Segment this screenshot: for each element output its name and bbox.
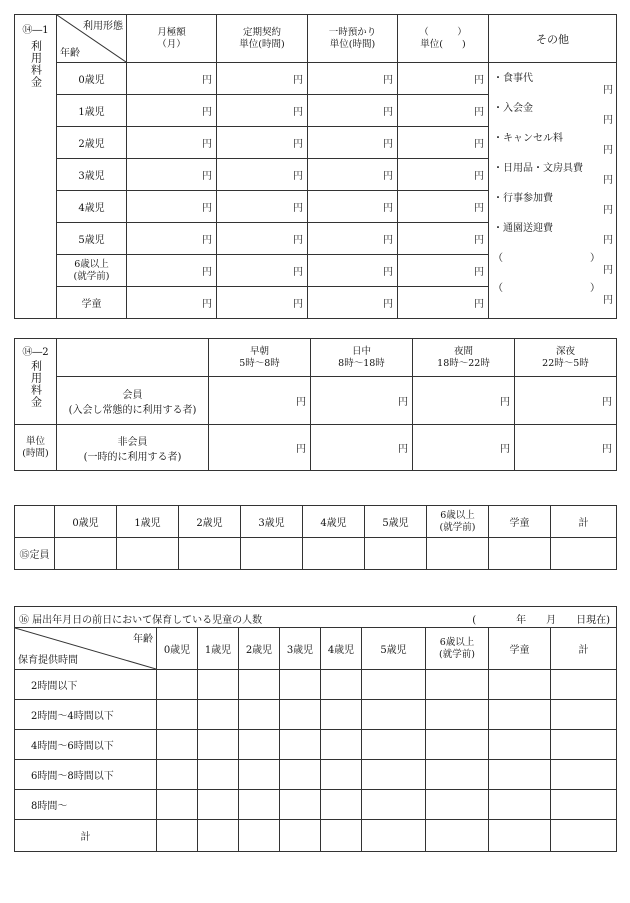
yen-cell: 円 [413, 377, 515, 425]
count-cell[interactable] [489, 730, 551, 760]
care-hours-label: 保育提供時間 [18, 655, 78, 666]
header-age: 1歳児 [198, 628, 239, 670]
count-cell[interactable] [198, 730, 239, 760]
count-title: ⑯ 届出年月日の前日において保育している児童の人数 [19, 615, 263, 626]
count-cell[interactable] [426, 700, 489, 730]
count-cell[interactable] [239, 670, 280, 700]
yen-cell: 円 [308, 223, 398, 255]
header-other: その他 [489, 15, 617, 63]
header-age: 6歳以上 (就学前) [427, 506, 489, 538]
capacity-cell[interactable] [117, 538, 179, 570]
capacity-table [14, 505, 617, 570]
children-count-table [14, 606, 617, 852]
row-label: 0歳児 [57, 63, 127, 95]
count-cell[interactable] [489, 760, 551, 790]
fee-side-label: 利用料金 [29, 360, 43, 408]
other-fee-label: ・通園送迎費 [493, 223, 553, 234]
yen-cell: 円 [308, 159, 398, 191]
table-row [15, 538, 617, 570]
count-title-row [15, 607, 617, 628]
capacity-cell[interactable] [551, 538, 617, 570]
count-cell[interactable] [239, 820, 280, 852]
header-age: 4歳児 [303, 506, 365, 538]
fee-table-1 [14, 14, 617, 319]
yen-cell: 円 [311, 377, 413, 425]
yen-cell: 円 [127, 287, 217, 319]
row-label: 6歳以上 (就学前) [57, 255, 127, 287]
count-cell[interactable] [489, 820, 551, 852]
capacity-cell[interactable] [489, 538, 551, 570]
count-cell[interactable] [157, 790, 198, 820]
yen-cell: 円 [398, 63, 489, 95]
table-row [15, 820, 617, 852]
row-label: 非会員 (一時的に利用する者) [57, 425, 209, 471]
yen-cell: 円 [217, 191, 308, 223]
count-cell[interactable] [362, 700, 426, 730]
row-label: 5歳児 [57, 223, 127, 255]
capacity-cell[interactable] [303, 538, 365, 570]
yen-cell: 円 [209, 425, 311, 471]
count-cell[interactable] [321, 730, 362, 760]
header-age: 2歳児 [239, 628, 280, 670]
yen-cell: 円 [398, 255, 489, 287]
other-fee-label: ・入会金 [493, 103, 533, 114]
row-label: 8時間～ [15, 790, 157, 820]
yen-cell: 円 [127, 223, 217, 255]
paren-close: ） [590, 283, 600, 294]
count-cell[interactable] [321, 760, 362, 790]
row-label: 1歳児 [57, 95, 127, 127]
count-cell[interactable] [362, 820, 426, 852]
other-fee-label: ・行事参加費 [493, 193, 553, 204]
yen-cell: 円 [603, 145, 613, 156]
yen-cell: 円 [308, 63, 398, 95]
yen-cell: 円 [515, 425, 617, 471]
yen-cell: 円 [398, 127, 489, 159]
header-age: 5歳児 [362, 628, 426, 670]
yen-cell: 円 [127, 159, 217, 191]
yen-cell: 円 [209, 377, 311, 425]
header-age: 3歳児 [280, 628, 321, 670]
count-cell[interactable] [280, 820, 321, 852]
yen-cell: 円 [308, 95, 398, 127]
count-cell[interactable] [426, 760, 489, 790]
capacity-cell[interactable] [55, 538, 117, 570]
other-fee-label: ・食事代 [493, 73, 533, 84]
yen-cell: 円 [603, 235, 613, 246]
table-row [15, 63, 617, 95]
table-row [15, 377, 617, 425]
count-cell[interactable] [198, 670, 239, 700]
count-cell[interactable] [551, 670, 617, 700]
count-cell[interactable] [321, 790, 362, 820]
section-number: ⑭―1 [22, 25, 49, 36]
yen-cell: 円 [217, 287, 308, 319]
count-cell[interactable] [239, 760, 280, 790]
yen-cell: 円 [308, 287, 398, 319]
count-cell[interactable] [157, 730, 198, 760]
count-cell[interactable] [362, 760, 426, 790]
fee-side-label: 利用料金 [29, 40, 43, 88]
count-cell[interactable] [198, 820, 239, 852]
row-label: 会員 (入会し常態的に利用する者) [57, 377, 209, 425]
age-label: 年齢 [60, 48, 80, 59]
count-cell[interactable] [426, 790, 489, 820]
count-cell[interactable] [321, 700, 362, 730]
count-cell[interactable] [551, 790, 617, 820]
count-cell[interactable] [362, 670, 426, 700]
header-temporary: 一時預かり 単位(時間) [308, 15, 398, 63]
header-age: 学童 [489, 506, 551, 538]
header-monthly: 月極額 （月） [127, 15, 217, 63]
yen-cell: 円 [217, 159, 308, 191]
yen-cell: 円 [127, 255, 217, 287]
row-label: 2時間～4時間以下 [15, 700, 157, 730]
table-row [15, 700, 617, 730]
row-label: 6時間～8時間以下 [15, 760, 157, 790]
header-age: 2歳児 [179, 506, 241, 538]
row-label: 計 [15, 820, 157, 852]
header-age: 0歳児 [157, 628, 198, 670]
header-early: 早朝 5時～8時 [209, 339, 311, 377]
yen-cell: 円 [603, 115, 613, 126]
diagonal-header-cell [57, 15, 127, 63]
yen-cell: 円 [308, 127, 398, 159]
blank-header [57, 339, 209, 377]
yen-cell: 円 [127, 63, 217, 95]
paren-close: ） [590, 253, 600, 264]
table-row [15, 425, 617, 471]
count-cell[interactable] [239, 730, 280, 760]
yen-cell: 円 [311, 425, 413, 471]
other-fees-cell [489, 63, 617, 319]
yen-cell: 円 [217, 127, 308, 159]
age-label: 年齢 [133, 634, 153, 645]
yen-cell: 円 [217, 63, 308, 95]
table-row [15, 790, 617, 820]
row-label: 2時間以下 [15, 670, 157, 700]
section-label-14-1 [15, 15, 57, 319]
count-cell[interactable] [198, 700, 239, 730]
count-cell[interactable] [198, 760, 239, 790]
yen-cell: 円 [217, 95, 308, 127]
capacity-cell[interactable] [179, 538, 241, 570]
row-label: 4時間～6時間以下 [15, 730, 157, 760]
yen-cell: 円 [515, 377, 617, 425]
count-cell[interactable] [280, 730, 321, 760]
yen-cell: 円 [603, 205, 613, 216]
yen-cell: 円 [127, 191, 217, 223]
header-age: 3歳児 [241, 506, 303, 538]
header-age: 0歳児 [55, 506, 117, 538]
count-cell[interactable] [280, 790, 321, 820]
header-regular: 定期契約 単位(時間) [217, 15, 308, 63]
header-age: 5歳児 [365, 506, 427, 538]
capacity-cell[interactable] [365, 538, 427, 570]
count-cell[interactable] [321, 820, 362, 852]
yen-cell: 円 [398, 223, 489, 255]
count-cell[interactable] [239, 700, 280, 730]
count-cell[interactable] [157, 760, 198, 790]
count-cell[interactable] [551, 820, 617, 852]
table-row [15, 760, 617, 790]
yen-cell: 円 [603, 265, 613, 276]
count-cell[interactable] [157, 670, 198, 700]
header-total: 計 [551, 628, 617, 670]
capacity-cell[interactable] [427, 538, 489, 570]
yen-cell: 円 [603, 295, 613, 306]
capacity-label: ⑮定員 [15, 538, 55, 570]
section-number: ⑭―2 [22, 347, 49, 358]
yen-cell: 円 [217, 223, 308, 255]
header-total: 計 [551, 506, 617, 538]
count-cell[interactable] [551, 700, 617, 730]
count-cell[interactable] [321, 670, 362, 700]
count-cell[interactable] [551, 730, 617, 760]
header-age: 学童 [489, 628, 551, 670]
header-late-night: 深夜 22時～5時 [515, 339, 617, 377]
count-cell[interactable] [362, 730, 426, 760]
diagonal-header-cell [15, 628, 157, 670]
paren-open: （ [493, 253, 503, 264]
count-cell[interactable] [198, 790, 239, 820]
row-label: 4歳児 [57, 191, 127, 223]
count-cell[interactable] [489, 670, 551, 700]
yen-cell: 円 [217, 255, 308, 287]
yen-cell: 円 [413, 425, 515, 471]
yen-cell: 円 [308, 255, 398, 287]
count-cell[interactable] [426, 820, 489, 852]
yen-cell: 円 [398, 287, 489, 319]
count-cell[interactable] [280, 700, 321, 730]
yen-cell: 円 [308, 191, 398, 223]
unit-label: 単位 (時間) [15, 425, 57, 471]
yen-cell: 円 [127, 95, 217, 127]
row-label: 学童 [57, 287, 127, 319]
count-cell[interactable] [157, 820, 198, 852]
section-label-14-2 [15, 339, 57, 425]
yen-cell: 円 [398, 191, 489, 223]
count-cell[interactable] [239, 790, 280, 820]
count-cell[interactable] [280, 670, 321, 700]
yen-cell: 円 [398, 95, 489, 127]
row-label: 2歳児 [57, 127, 127, 159]
row-label: 3歳児 [57, 159, 127, 191]
header-age: 4歳児 [321, 628, 362, 670]
table-row [15, 730, 617, 760]
count-cell[interactable] [426, 670, 489, 700]
count-cell[interactable] [489, 790, 551, 820]
count-cell[interactable] [489, 700, 551, 730]
header-night: 夜間 18時～22時 [413, 339, 515, 377]
count-cell[interactable] [551, 760, 617, 790]
paren-open: （ [493, 283, 503, 294]
yen-cell: 円 [603, 85, 613, 96]
count-cell[interactable] [362, 790, 426, 820]
usage-type-label: 利用形態 [83, 21, 123, 32]
as-of-date: ( 年 月 日現在) [472, 615, 611, 626]
header-day: 日中 8時～18時 [311, 339, 413, 377]
capacity-cell[interactable] [241, 538, 303, 570]
count-cell[interactable] [157, 700, 198, 730]
yen-cell: 円 [127, 127, 217, 159]
fee-table-2 [14, 338, 617, 471]
count-cell[interactable] [426, 730, 489, 760]
other-fee-label: ・キャンセル料 [493, 133, 563, 144]
yen-cell: 円 [398, 159, 489, 191]
table-row [15, 670, 617, 700]
blank-header [15, 506, 55, 538]
count-cell[interactable] [280, 760, 321, 790]
header-age: 1歳児 [117, 506, 179, 538]
header-custom: （ ） 単位( ) [398, 15, 489, 63]
yen-cell: 円 [603, 175, 613, 186]
other-fee-label: ・日用品・文房具費 [493, 163, 583, 174]
header-age: 6歳以上 (就学前) [426, 628, 489, 670]
